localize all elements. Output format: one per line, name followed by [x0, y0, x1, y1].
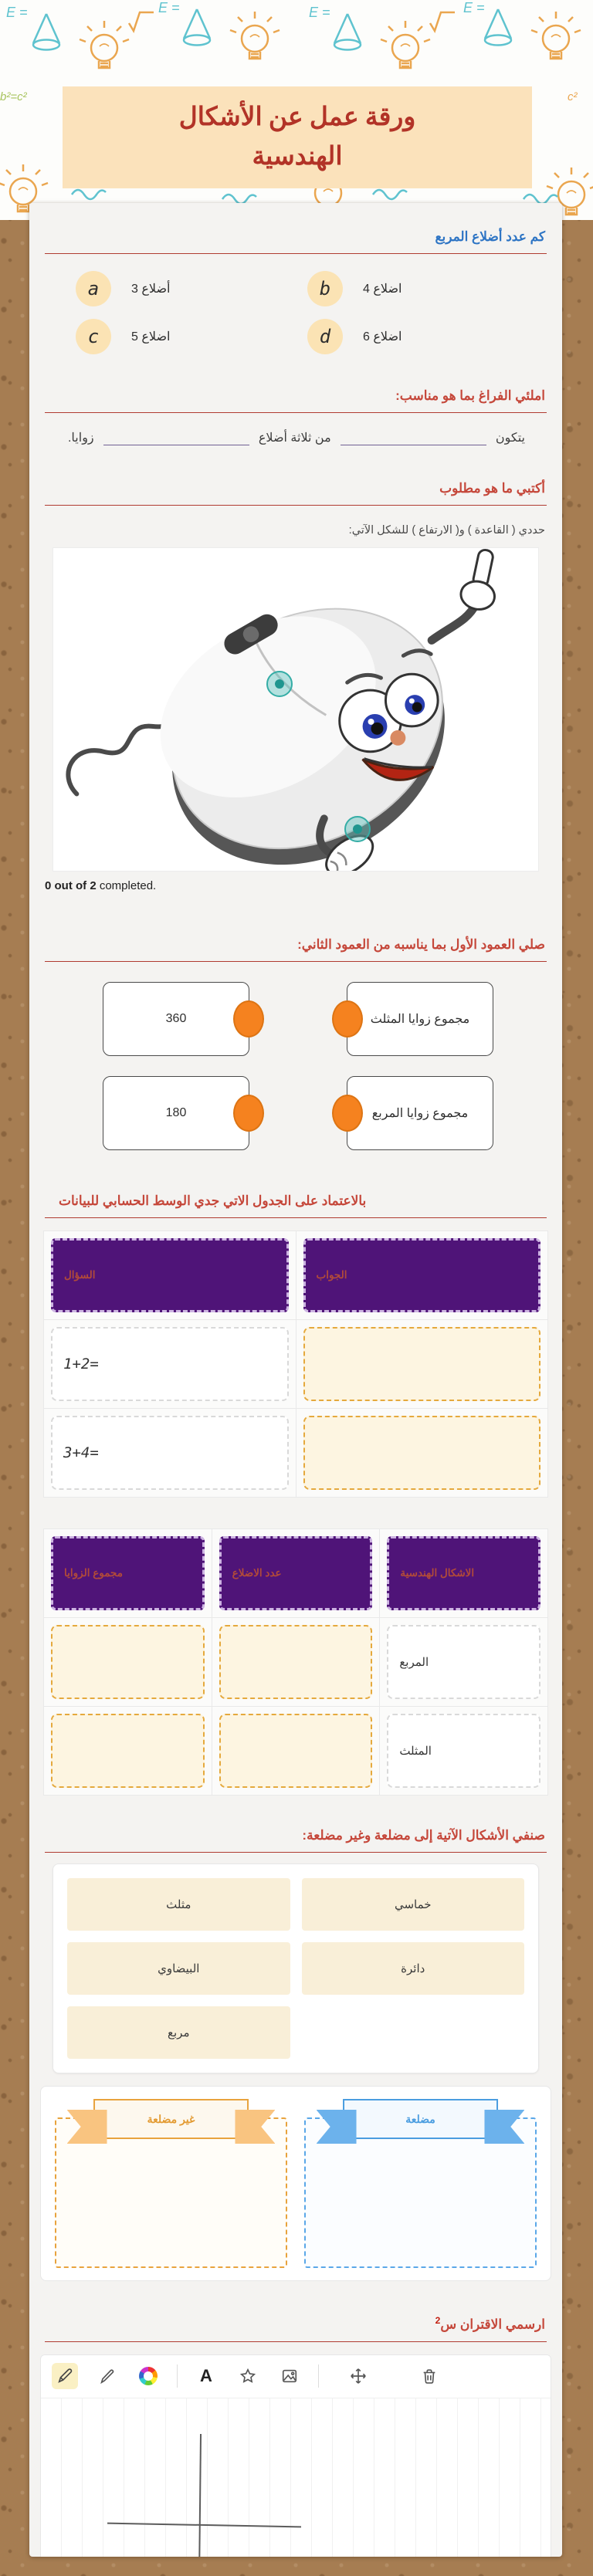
- divider: [45, 2341, 547, 2342]
- question-match-title: صلي العمود الأول بما يناسبه من العمود الثاني:: [297, 937, 545, 952]
- chip-pentagon[interactable]: خماسي: [302, 1878, 525, 1931]
- ribbon-wing: [67, 2110, 107, 2144]
- draw-title-exponent: 2: [435, 2315, 441, 2326]
- chip-oval[interactable]: البيضاوي: [67, 1942, 290, 1995]
- match-right-1-label: مجموع زوايا المثلث: [370, 1013, 470, 1026]
- ribbon-polygon: [343, 2099, 499, 2139]
- match-left-180: [103, 1076, 249, 1150]
- drawing-canvas[interactable]: [41, 2398, 551, 2557]
- match-left-1-label: 360: [165, 1012, 187, 1025]
- divider: [45, 253, 547, 254]
- pencil-tool-icon[interactable]: [52, 2363, 78, 2389]
- label-image-box: [53, 547, 539, 872]
- ribbon-wing: [235, 2110, 275, 2144]
- option-d-label: اضلاع 6: [363, 330, 402, 344]
- match-right-square-sum: [347, 1076, 493, 1150]
- worksheet-card: [29, 203, 562, 2557]
- question-draw-title: [29, 2315, 562, 2333]
- option-a-label: أضلاع 3: [131, 283, 171, 296]
- match-right-triangle-sum: [347, 982, 493, 1056]
- ribbon-nonpolygon-label: غير مضلعة: [147, 2112, 195, 2125]
- svg-text:b²=c²: b²=c²: [0, 90, 27, 103]
- svg-text:E =: E =: [6, 5, 28, 20]
- ribbon-polygon-label: مضلعة: [405, 2112, 435, 2125]
- text-tool-icon[interactable]: A: [200, 2366, 212, 2386]
- star-tool-icon[interactable]: [235, 2363, 261, 2389]
- choice-options: [76, 271, 531, 354]
- svg-text:c²: c²: [568, 90, 578, 103]
- blank-part-2: من ثلاثة أضلاع: [258, 432, 331, 445]
- fill-blank-sentence: [68, 428, 525, 445]
- option-d[interactable]: [307, 319, 531, 354]
- question-label-title: أكتبي ما هو مطلوب: [439, 481, 545, 496]
- divider: [45, 505, 547, 506]
- image-hotspot-1[interactable]: [266, 671, 293, 697]
- blank-part-1: يتكون: [495, 432, 525, 445]
- trash-tool-icon[interactable]: [416, 2363, 442, 2389]
- shapes-header-shape: الاشكال الهندسية: [387, 1536, 540, 1610]
- mean-answer-cell-2[interactable]: [303, 1416, 541, 1490]
- divider: [45, 1852, 547, 1853]
- match-row-1: [29, 982, 562, 1056]
- match-left-360: [103, 982, 249, 1056]
- match-connector-dot[interactable]: [233, 1095, 264, 1132]
- image-tool-icon[interactable]: [276, 2363, 303, 2389]
- option-c[interactable]: [76, 319, 300, 354]
- svg-text:E =: E =: [158, 0, 180, 15]
- classify-chips-card: [53, 1863, 539, 2073]
- drawing-toolbar: [41, 2355, 551, 2398]
- match-row-2: [29, 1076, 562, 1150]
- mean-table-header-question: السؤال: [51, 1238, 289, 1312]
- toolbar-divider: [318, 2364, 319, 2388]
- chip-circle[interactable]: دائرة: [302, 1942, 525, 1995]
- divider: [45, 412, 547, 413]
- toolbar-divider: [177, 2364, 178, 2388]
- ribbon-wing: [317, 2110, 357, 2144]
- question-label-subtitle: حددي ( القاعدة ) و( الارتفاع ) للشكل الآتي:: [348, 524, 545, 537]
- option-b-label: اضلاع 4: [363, 283, 402, 296]
- dropzone-nonpolygon[interactable]: [55, 2112, 287, 2268]
- question-sides-title: كم عدد أضلاع المربع: [435, 229, 545, 244]
- divider: [45, 961, 547, 962]
- match-connector-dot[interactable]: [332, 1095, 363, 1132]
- worksheet-title-box: [63, 86, 532, 188]
- option-b[interactable]: [307, 271, 531, 306]
- chip-square[interactable]: مربع: [67, 2006, 290, 2059]
- chip-triangle[interactable]: مثلث: [67, 1878, 290, 1931]
- divider: [45, 1217, 547, 1218]
- shapes-label-square: المربع: [387, 1625, 540, 1699]
- brush-tool-icon[interactable]: [93, 2363, 120, 2389]
- shapes-answer-sides-square[interactable]: [219, 1625, 373, 1699]
- doodle-banner: [0, 0, 593, 220]
- blank-input-1[interactable]: [341, 428, 486, 445]
- svg-text:E =: E =: [463, 0, 485, 15]
- option-c-letter[interactable]: c: [76, 319, 111, 354]
- dropzone-polygon[interactable]: [304, 2112, 537, 2268]
- match-connector-dot[interactable]: [332, 1000, 363, 1038]
- shapes-header-side-count: عدد الاضلاع: [219, 1536, 373, 1610]
- option-c-label: اضلاع 5: [131, 330, 171, 344]
- drawing-widget: [40, 2354, 551, 2557]
- drawn-horizontal-axis: [107, 2523, 301, 2528]
- option-d-letter[interactable]: d: [307, 319, 343, 354]
- question-mean-title: بالاعتماد على الجدول الاتي جدي الوسط الحسابي للبيانات: [59, 1193, 367, 1208]
- completed-status: 0 out of 2 completed.: [45, 879, 157, 892]
- ribbon-nonpolygon: [93, 2099, 249, 2139]
- question-blank-title: املئي الفراغ بما هو مناسب:: [395, 388, 545, 403]
- shapes-table: [43, 1528, 548, 1796]
- blank-part-3: زوايا.: [67, 432, 94, 445]
- svg-text:E =: E =: [309, 5, 330, 20]
- shapes-answer-anglesum-triangle[interactable]: [51, 1714, 205, 1788]
- option-a[interactable]: [76, 271, 300, 306]
- option-b-letter[interactable]: b: [307, 271, 343, 306]
- draw-title-text: ارسمي الاقتران س: [440, 2317, 545, 2332]
- mean-table-header-answer: الجواب: [303, 1238, 541, 1312]
- mean-table: [43, 1230, 548, 1498]
- option-a-letter[interactable]: a: [76, 271, 111, 306]
- move-tool-icon[interactable]: [345, 2363, 371, 2389]
- blank-input-2[interactable]: [103, 428, 249, 445]
- match-right-2-label: مجموع زوايا المربع: [371, 1107, 469, 1120]
- classify-zones-card: [40, 2086, 551, 2281]
- match-connector-dot[interactable]: [233, 1000, 264, 1038]
- mean-question-cell-1: 1+2=: [51, 1327, 289, 1401]
- image-hotspot-2[interactable]: [344, 816, 371, 842]
- mean-answer-cell-1[interactable]: [303, 1327, 541, 1401]
- worksheet-title: ورقة عمل عن الأشكال الهندسية: [178, 103, 416, 171]
- question-classify-title: صنفي الأشكال الآتية إلى مضلعة وغير مضلعة:: [302, 1828, 545, 1843]
- shapes-answer-sides-triangle[interactable]: [219, 1714, 373, 1788]
- shapes-header-angle-sum: مجموع الزوايا: [51, 1536, 205, 1610]
- shapes-answer-anglesum-square[interactable]: [51, 1625, 205, 1699]
- mean-question-cell-2: 3+4=: [51, 1416, 289, 1490]
- match-left-2-label: 180: [165, 1106, 187, 1119]
- mouse-illustration: [53, 548, 538, 871]
- shapes-label-triangle: المثلث: [387, 1714, 540, 1788]
- color-wheel-icon[interactable]: [135, 2363, 161, 2389]
- ribbon-wing: [484, 2110, 524, 2144]
- drawn-vertical-axis: [198, 2434, 202, 2557]
